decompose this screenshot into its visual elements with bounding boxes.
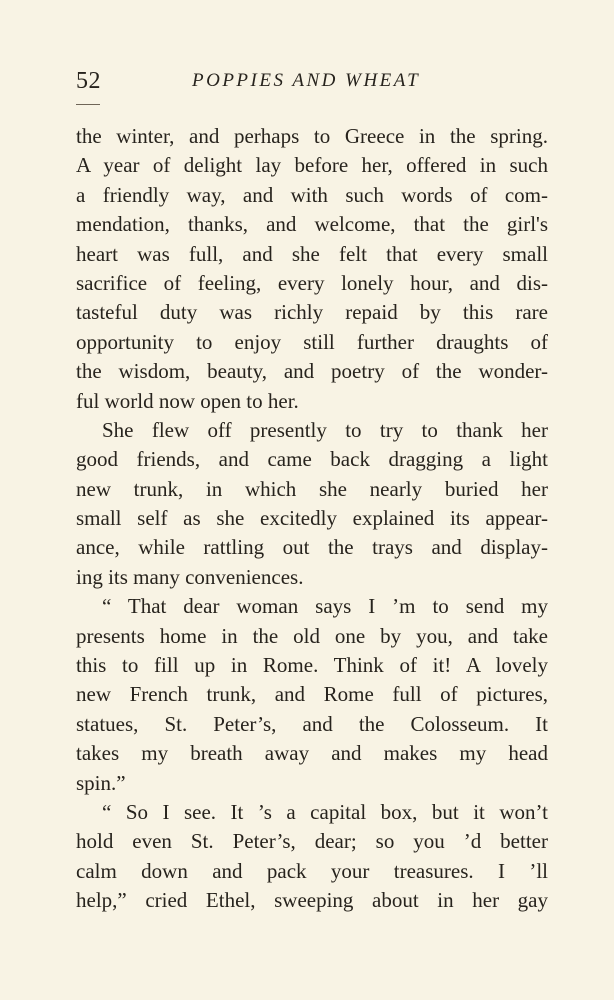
text-line: A year of delight lay before her, offered in such bbox=[76, 153, 548, 178]
text-line: calm down and pack your treasures. I ’ll bbox=[76, 858, 548, 883]
text-line: statues, St. Peter’s, and the Colosseum. It bbox=[76, 711, 548, 736]
text-line: small self as she excitedly explained its appear- bbox=[76, 506, 548, 531]
text-line: the winter, and perhaps to Greece in the spring. bbox=[76, 124, 548, 148]
page-header bbox=[76, 66, 548, 100]
text-line: takes my breath away and makes my head bbox=[76, 741, 548, 766]
text-line: ance, while rattling out the trays and display- bbox=[76, 535, 548, 560]
text-line: She flew off presently to try to thank her bbox=[102, 417, 548, 442]
header-rule bbox=[76, 104, 100, 105]
text-line: ful world now open to her. bbox=[76, 388, 299, 413]
text-line: tasteful duty was richly repaid by this rare bbox=[76, 300, 548, 325]
text-line: “ That dear woman says I ’m to send my bbox=[102, 594, 548, 619]
text-line: mendation, thanks, and welcome, that the girl's bbox=[76, 212, 548, 237]
text-line: this to fill up in Rome. Think of it! A lovely bbox=[76, 653, 548, 678]
text-line: new trunk, in which she nearly buried her bbox=[76, 476, 548, 501]
text-line: a friendly way, and with such words of com- bbox=[76, 182, 548, 207]
text-line: the wisdom, beauty, and poetry of the wonder- bbox=[76, 359, 548, 384]
text-line: hold even St. Peter’s, dear; so you ’d better bbox=[76, 829, 548, 854]
text-line: help,” cried Ethel, sweeping about in her gay bbox=[76, 888, 548, 913]
text-line: sacrifice of feeling, every lonely hour, and dis- bbox=[76, 270, 548, 295]
text-line: opportunity to enjoy still further draughts of bbox=[76, 329, 548, 354]
text-line: heart was full, and she felt that every small bbox=[76, 241, 548, 266]
text-line: good friends, and came back dragging a light bbox=[76, 447, 548, 472]
text-line: “ So I see. It ’s a capital box, but it won’t bbox=[102, 799, 548, 824]
page-number: 52 bbox=[76, 68, 101, 94]
running-title: POPPIES AND WHEAT bbox=[192, 70, 421, 91]
body-text bbox=[76, 122, 548, 916]
text-line: spin.” bbox=[76, 770, 126, 795]
text-line: ing its many conveniences. bbox=[76, 564, 304, 589]
text-line: presents home in the old one by you, and take bbox=[76, 623, 548, 648]
text-line: new French trunk, and Rome full of pictures, bbox=[76, 682, 548, 707]
